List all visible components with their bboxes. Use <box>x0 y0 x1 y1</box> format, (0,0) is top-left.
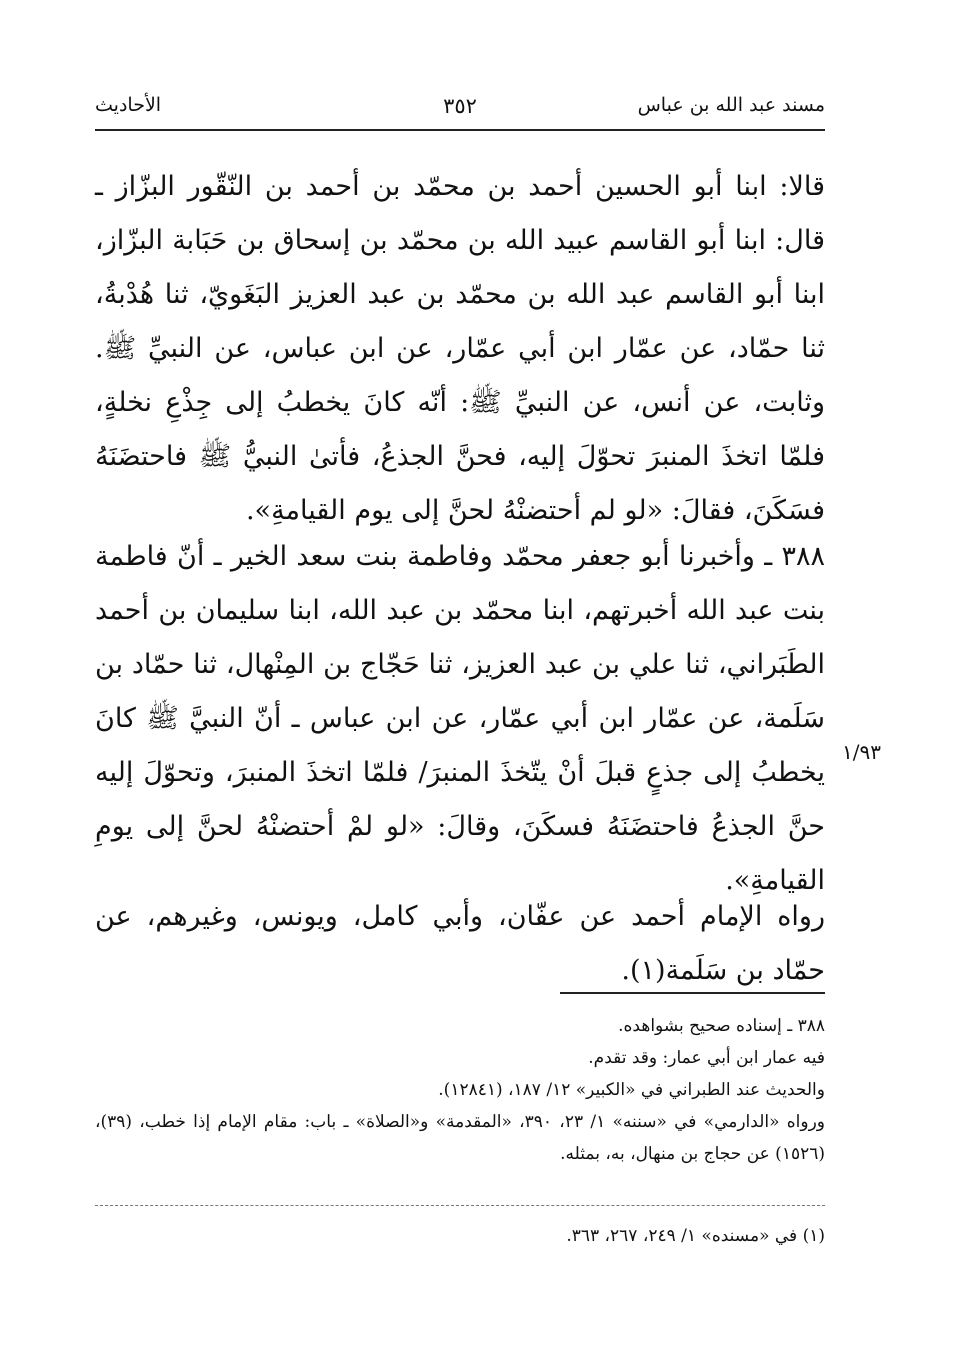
paragraph-text: قالا: ابنا أبو الحسين أحمد بن محمّد بن أحمد بن النّقّور البزّاز ـ قال: ابنا أبو القاسم عبيد الله بن محمّد بن إسحاق بن حَبَابة البزّاز، ابنا أبو القاسم عبد الله بن محمّد بن عبد العزيز البَغَويّ، ثنا هُدْبةُ، ثنا حمّاد، عن عمّار ابن أبي عمّار، عن ابن عباس، عن النبيِّ ﷺ. وثابت، عن أنس، عن النبيِّ ﷺ: أنّه كانَ يخطبُ إلى جِذْعِ نخلةٍ، فلمّا اتخذَ المنبرَ تحوّلَ إليه، فحنَّ الجذعُ، فأتىٰ النبيُّ ﷺ فاحتضَنَهُ فسَكَنَ، فقالَ: «لو لم أحتضنْهُ لحنَّ إلى يوم القيامةِ». <box>95 171 825 526</box>
header-rule <box>95 129 825 131</box>
footnote-line: ٣٨٨ ـ إسناده صحيح بشواهده. <box>618 1016 825 1036</box>
section-title: الأحاديث <box>95 94 162 116</box>
footnote-line: فيه عمار ابن أبي عمار: وقد تقدم. <box>588 1048 825 1068</box>
paragraph-2 <box>95 530 825 908</box>
footnote-divider <box>95 1205 825 1206</box>
book-title: مسند عبد الله بن عباس <box>637 94 825 116</box>
footnote-rule <box>560 992 825 994</box>
paragraph-1 <box>95 160 825 538</box>
page-number: ٣٥٢ <box>443 94 477 118</box>
footnote-line: والحديث عند الطبراني في «الكبير» ١٢/ ١٨٧، (١٢٨٤١). <box>438 1080 825 1100</box>
paragraph-text: رواه الإمام أحمد عن عفّان، وأبي كامل، ويونس، وغيرهم، عن حمّاد بن سَلَمة(١). <box>95 901 825 986</box>
footnote-line: ورواه «الدارمي» في «سننه» ١/ ٢٣، ٣٩٠، «المقدمة» و«الصلاة» ـ باب: مقام الإمام إذا خطب، (٣٩)، (١٥٢٦) عن حجاج بن منهال، به، بمثله. <box>95 1112 826 1164</box>
running-header <box>95 90 825 126</box>
margin-folio-note: ١/٩٣ <box>842 740 881 764</box>
bottom-footnote: (١) في «مسنده» ١/ ٢٤٩، ٢٦٧، ٣٦٣. <box>566 1226 825 1246</box>
paragraph-3 <box>95 890 825 998</box>
footnotes <box>95 1010 825 1170</box>
paragraph-text: ٣٨٨ ـ وأخبرنا أبو جعفر محمّد وفاطمة بنت سعد الخير ـ أنّ فاطمة بنت عبد الله أخبرتهم، ابنا محمّد بن عبد الله، ابنا سليمان بن أحمد الطَبَراني، ثنا علي بن عبد العزيز، ثنا حَجّاج بن المِنْهال، ثنا حمّاد بن سَلَمة، عن عمّار ابن أبي عمّار، عن ابن عباس ـ أنّ النبيَّ ﷺ كانَ يخطبُ إلى جذعٍ قبلَ أنْ يتّخذَ المنبرَ/ فلمّا اتخذَ المنبرَ، وتحوّلَ إليه حنَّ الجذعُ فاحتضَنَهُ فسكَنَ، وقالَ: «لو لمْ أحتضنْهُ لحنَّ إلى يومِ القيامةِ». <box>95 541 825 896</box>
